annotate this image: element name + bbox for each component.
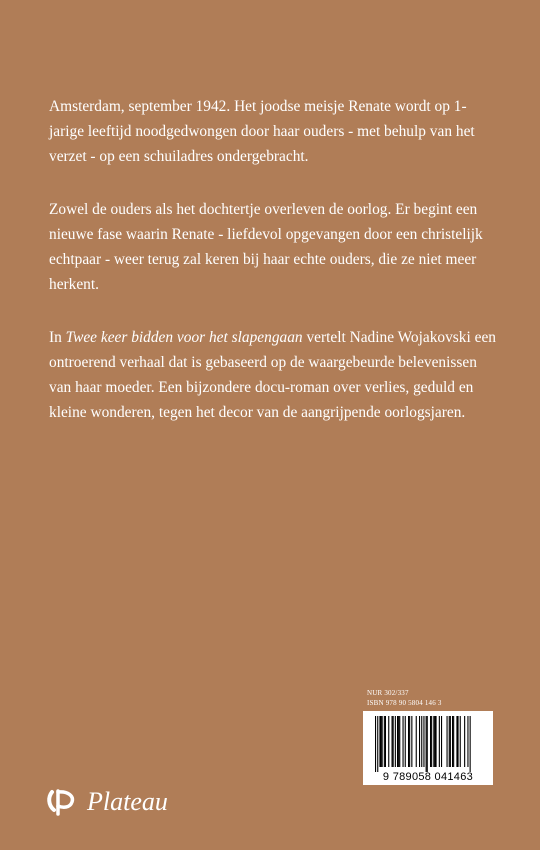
barcode-bar xyxy=(419,716,420,767)
barcode-bar xyxy=(379,716,380,767)
barcode-bar xyxy=(423,716,424,767)
barcode-bar xyxy=(399,716,400,767)
barcode-bar xyxy=(411,716,412,767)
barcode-bar xyxy=(384,716,385,767)
publisher-logo xyxy=(46,787,168,817)
barcode-bar xyxy=(430,716,431,767)
barcode-bar xyxy=(381,716,382,767)
blurb-paragraph-2: Zowel de ouders als het dochtertje overleven de oorlog. Er begint een nieuwe fase waarin Renate - liefdevol opgevangen door een christelijk echtpaar - weer terug zal keren bij haar echte ouders, die ze niet meer herkent. xyxy=(49,201,483,293)
barcode-bar xyxy=(458,716,459,767)
barcode-bar xyxy=(375,716,376,772)
barcode-bar xyxy=(433,716,434,767)
barcode-bar xyxy=(385,716,386,767)
barcode-bar xyxy=(456,716,457,767)
back-cover-blurb xyxy=(49,94,499,425)
barcode-bar xyxy=(392,716,393,767)
barcode-bar xyxy=(416,716,417,767)
book-title: Twee keer bidden voor het slapengaan xyxy=(65,329,303,346)
barcode-bar xyxy=(460,716,461,767)
barcode-bar xyxy=(405,716,406,767)
barcode-bar xyxy=(431,716,432,767)
barcode-bar xyxy=(449,716,450,767)
barcode-bar xyxy=(426,716,427,772)
barcode-bar xyxy=(398,716,399,767)
barcode-bar xyxy=(409,716,410,767)
barcode-bar xyxy=(453,716,454,767)
barcode-bars xyxy=(363,711,493,773)
barcode-bar xyxy=(441,716,442,767)
barcode-bar xyxy=(427,716,428,772)
barcode-digits: 9 789058 041463 xyxy=(382,771,474,783)
barcode-bar xyxy=(439,716,440,767)
barcode-bar xyxy=(450,716,451,767)
blurb-paragraph-1: Amsterdam, september 1942. Het joodse meisje Renate wordt op 1-jarige leeftijd noodgedwongen door haar ouders - met behulp van het verzet - op een schuiladres ondergebracht. xyxy=(49,98,475,165)
blurb-p3-prefix: In xyxy=(49,329,66,346)
barcode-bar xyxy=(434,716,435,767)
nur-code: NUR 302/337 xyxy=(367,689,409,697)
barcode-bar xyxy=(452,716,453,767)
barcode-bar xyxy=(467,716,468,767)
barcode-bar xyxy=(403,716,404,767)
barcode-bar xyxy=(447,716,448,767)
barcode-bar xyxy=(408,716,409,767)
barcode xyxy=(363,711,493,785)
barcode-bar xyxy=(464,716,465,767)
barcode-bar xyxy=(395,716,396,767)
barcode-bar xyxy=(382,716,383,767)
barcode-bar xyxy=(470,716,471,772)
barcode-bar xyxy=(397,716,398,767)
barcode-bar xyxy=(436,716,437,767)
barcode-bar xyxy=(393,716,394,767)
barcode-bar xyxy=(421,716,422,767)
barcode-bar xyxy=(388,716,389,767)
isbn-number: ISBN 978 90 5804 146 3 xyxy=(367,699,442,707)
blurb-paragraph-3 xyxy=(49,325,499,425)
barcode-bar xyxy=(377,716,378,772)
publisher-name: Plateau xyxy=(87,787,168,816)
plateau-logo-icon xyxy=(46,788,78,816)
blurb-p3-rest: vertelt Nadine Wojakovski een ontroerend verhaal dat is gebaseerd op de waargebeurde belevenissen van haar moeder. Een bijzondere docu-roman over verlies, geduld en kleine wonderen, tegen het decor van de aangrijpende oorlogsjaren. xyxy=(49,329,496,421)
